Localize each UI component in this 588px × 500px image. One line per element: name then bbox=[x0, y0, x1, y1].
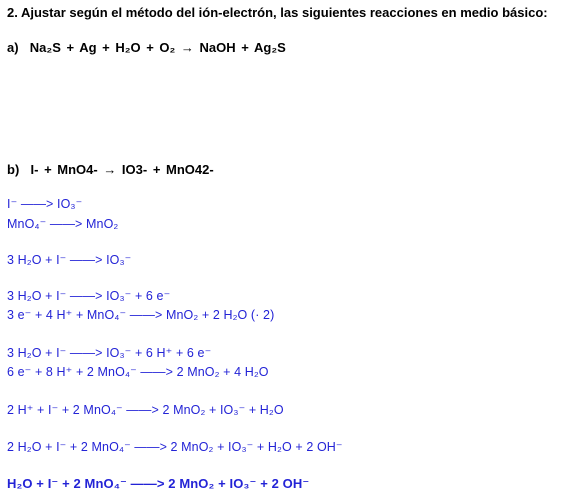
step-line: 3 H₂O + I⁻ ——> IO₃⁻ bbox=[7, 253, 132, 267]
part-a bbox=[7, 40, 286, 55]
step-line: 2 H₂O + I⁻ + 2 MnO₄⁻ ——> 2 MnO₂ + IO₃⁻ + H₂O + 2 OH⁻ bbox=[7, 440, 343, 454]
part-a-equation: Na₂S + Ag + H₂O + O₂ → NaOH + Ag₂S bbox=[29, 40, 286, 55]
part-b-label: b) bbox=[7, 162, 20, 177]
exercise-title: 2. Ajustar según el método del ión-electrón, las siguientes reacciones en medio básico: bbox=[7, 5, 548, 20]
step-line: 3 H₂O + I⁻ ——> IO₃⁻ + 6 H⁺ + 6 e⁻ bbox=[7, 346, 212, 360]
step-line: 6 e⁻ + 8 H⁺ + 2 MnO₄⁻ ——> 2 MnO₂ + 4 H₂O bbox=[7, 365, 269, 379]
step-line: MnO₄⁻ ——> MnO₂ bbox=[7, 217, 119, 231]
part-b-equation: I- + MnO4- → IO3- + MnO42- bbox=[30, 162, 214, 177]
step-line: 3 H₂O + I⁻ ——> IO₃⁻ + 6 e⁻ bbox=[7, 289, 171, 303]
step-line: 3 e⁻ + 4 H⁺ + MnO₄⁻ ——> MnO₂ + 2 H₂O (· 2) bbox=[7, 308, 275, 322]
step-line: 2 H⁺ + I⁻ + 2 MnO₄⁻ ——> 2 MnO₂ + IO₃⁻ + H₂O bbox=[7, 403, 284, 417]
final-equation: H₂O + I⁻ + 2 MnO₄⁻ ——> 2 MnO₂ + IO₃⁻ + 2 OH⁻ bbox=[7, 476, 310, 491]
part-a-label: a) bbox=[7, 40, 19, 55]
part-b bbox=[7, 162, 214, 177]
step-line: I⁻ ——> IO₃⁻ bbox=[7, 197, 83, 211]
